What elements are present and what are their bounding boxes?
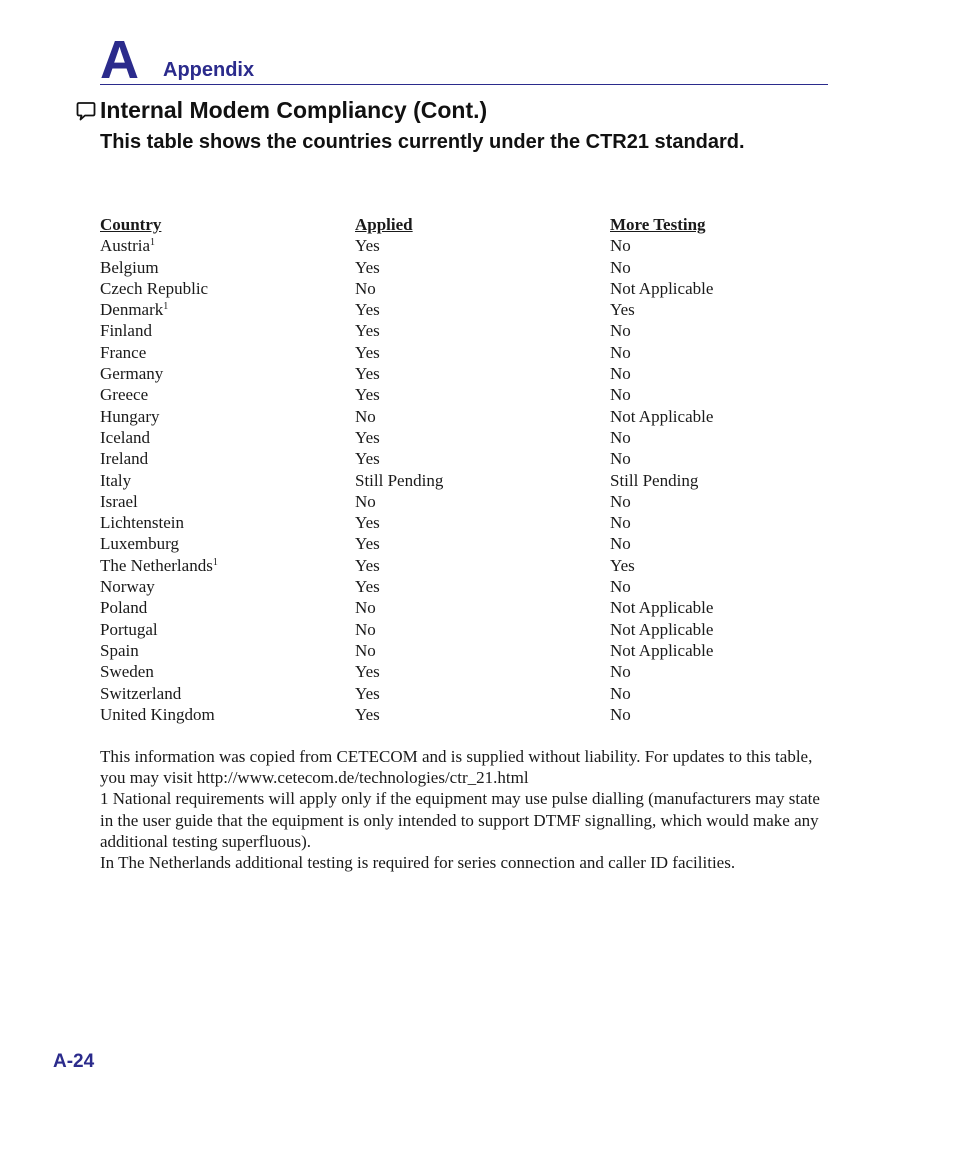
- country-cell: [100, 470, 131, 491]
- country-cell: [100, 448, 148, 469]
- page-number: A-24: [53, 1051, 95, 1072]
- more-testing-cell: No: [610, 577, 631, 597]
- applied-cell: Yes: [355, 300, 380, 320]
- country-name: Iceland: [100, 427, 151, 447]
- applied-cell: Yes: [355, 364, 380, 384]
- country-name: United Kingdom: [100, 704, 215, 724]
- country-cell: [100, 427, 150, 448]
- more-testing-cell: Not Applicable: [610, 598, 714, 618]
- applied-cell: Yes: [355, 385, 380, 405]
- footnote-marker: 1: [212, 556, 218, 568]
- more-testing-cell: No: [610, 534, 631, 554]
- table-row: [100, 299, 820, 320]
- table-row: [100, 512, 820, 533]
- more-testing-cell: No: [610, 236, 631, 256]
- applied-cell: Yes: [355, 683, 380, 703]
- source-note: This information was copied from CETECOM and is supplied without liability. For updates to this table, you may visit http://www.cetecom.de/technologies/ctr_21.html: [100, 747, 813, 788]
- applied-cell: No: [355, 278, 376, 298]
- applied-cell: Yes: [355, 662, 380, 682]
- table-row: [100, 278, 820, 299]
- country-cell: [100, 384, 148, 405]
- country-name: Israel: [100, 491, 138, 511]
- country-name: Portugal: [100, 619, 158, 639]
- table-row: [100, 257, 820, 278]
- more-testing-cell: No: [610, 449, 631, 469]
- chapter-title: Appendix: [163, 59, 255, 81]
- applied-cell: No: [355, 619, 376, 639]
- table-row: [100, 704, 820, 725]
- applied-cell: No: [355, 640, 376, 660]
- speech-bubble-icon: [76, 101, 96, 121]
- country-cell: [100, 683, 181, 704]
- applied-cell: No: [355, 406, 376, 426]
- table-row: [100, 320, 820, 341]
- applied-cell: No: [355, 491, 376, 511]
- applied-cell: Yes: [355, 257, 380, 277]
- country-cell: [100, 363, 163, 384]
- country-cell: [100, 512, 184, 533]
- table-row: [100, 597, 820, 618]
- table-row: [100, 448, 820, 469]
- applied-cell: Yes: [355, 449, 380, 469]
- more-testing-cell: No: [610, 257, 631, 277]
- country-cell: [100, 661, 154, 682]
- applied-cell: Yes: [355, 427, 380, 447]
- header-rule: [100, 84, 828, 85]
- applied-cell: No: [355, 598, 376, 618]
- country-cell: [100, 320, 152, 341]
- country-cell: [100, 278, 208, 299]
- applied-cell: Yes: [355, 236, 380, 256]
- table-row: [100, 619, 820, 640]
- country-cell: [100, 555, 218, 576]
- applied-cell: Yes: [355, 555, 380, 575]
- country-name: Czech Republic: [100, 278, 209, 298]
- table-row: [100, 576, 820, 597]
- country-cell: [100, 299, 168, 320]
- applied-cell: Still Pending: [355, 470, 444, 490]
- applied-cell: Yes: [355, 704, 380, 724]
- more-testing-cell: No: [610, 342, 631, 362]
- country-name: The Netherlands: [100, 555, 213, 575]
- country-name: Austria: [100, 236, 151, 256]
- more-testing-cell: No: [610, 662, 631, 682]
- country-cell: [100, 704, 215, 725]
- country-name: Greece: [100, 385, 149, 405]
- table-header-row: [100, 214, 820, 235]
- footnote-marker: 1: [163, 301, 169, 313]
- column-header-more-testing: More Testing: [610, 215, 706, 234]
- country-cell: [100, 342, 146, 363]
- applied-cell: Yes: [355, 513, 380, 533]
- notes-block: [100, 746, 824, 873]
- country-cell: [100, 576, 155, 597]
- table-row: [100, 661, 820, 682]
- country-cell: [100, 257, 159, 278]
- country-name: Italy: [100, 470, 132, 490]
- chapter-letter: A: [100, 30, 139, 90]
- more-testing-cell: Not Applicable: [610, 640, 714, 660]
- country-name: Belgium: [100, 257, 159, 277]
- table-body: [100, 235, 820, 725]
- compliance-table: [100, 214, 820, 725]
- country-cell: [100, 533, 179, 554]
- table-row: [100, 555, 820, 576]
- applied-cell: Yes: [355, 342, 380, 362]
- more-testing-cell: Yes: [610, 300, 635, 320]
- country-cell: [100, 235, 155, 256]
- more-testing-cell: Not Applicable: [610, 278, 714, 298]
- column-header-country: Country: [100, 215, 162, 234]
- country-name: Luxemburg: [100, 534, 180, 554]
- more-testing-cell: Not Applicable: [610, 406, 714, 426]
- country-cell: [100, 619, 158, 640]
- more-testing-cell: No: [610, 364, 631, 384]
- more-testing-cell: No: [610, 513, 631, 533]
- table-row: [100, 683, 820, 704]
- table-row: [100, 384, 820, 405]
- table-row: [100, 533, 820, 554]
- more-testing-cell: No: [610, 491, 631, 511]
- more-testing-cell: No: [610, 321, 631, 341]
- table-row: [100, 470, 820, 491]
- more-testing-cell: Not Applicable: [610, 619, 714, 639]
- country-name: Hungary: [100, 406, 160, 426]
- country-name: Ireland: [100, 449, 149, 469]
- country-name: Spain: [100, 640, 139, 660]
- table-row: [100, 427, 820, 448]
- country-cell: [100, 406, 159, 427]
- country-name: Finland: [100, 321, 152, 341]
- more-testing-cell: Still Pending: [610, 470, 699, 490]
- country-cell: [100, 491, 138, 512]
- country-name: Germany: [100, 364, 164, 384]
- table-row: [100, 491, 820, 512]
- footnote-1: 1 National requirements will apply only if the equipment may use pulse dialling (manufacturers may state in the user guide that the equipment is only intended to support DTMF signalling, which would make any additional testing superfluous).: [100, 789, 820, 851]
- more-testing-cell: Yes: [610, 555, 635, 575]
- country-name: Norway: [100, 577, 155, 597]
- more-testing-cell: No: [610, 385, 631, 405]
- footnote-marker: 1: [150, 237, 156, 249]
- netherlands-note: In The Netherlands additional testing is required for series connection and caller ID facilities.: [100, 853, 736, 873]
- more-testing-cell: No: [610, 427, 631, 447]
- more-testing-cell: No: [610, 683, 631, 703]
- table-row: [100, 640, 820, 661]
- column-header-applied: Applied: [355, 215, 413, 234]
- section-title: Internal Modem Compliancy (Cont.): [100, 97, 488, 123]
- table-row: [100, 406, 820, 427]
- applied-cell: Yes: [355, 534, 380, 554]
- country-name: Switzerland: [100, 683, 182, 703]
- applied-cell: Yes: [355, 577, 380, 597]
- country-name: Lichtenstein: [100, 513, 185, 533]
- table-row: [100, 235, 820, 256]
- intro-text: This table shows the countries currently under the CTR21 standard.: [100, 131, 745, 153]
- country-name: Poland: [100, 598, 148, 618]
- country-name: Denmark: [100, 300, 164, 320]
- country-cell: [100, 640, 139, 661]
- applied-cell: Yes: [355, 321, 380, 341]
- table-row: [100, 363, 820, 384]
- country-cell: [100, 597, 147, 618]
- table-row: [100, 342, 820, 363]
- country-name: France: [100, 342, 147, 362]
- more-testing-cell: No: [610, 704, 631, 724]
- country-name: Sweden: [100, 662, 154, 682]
